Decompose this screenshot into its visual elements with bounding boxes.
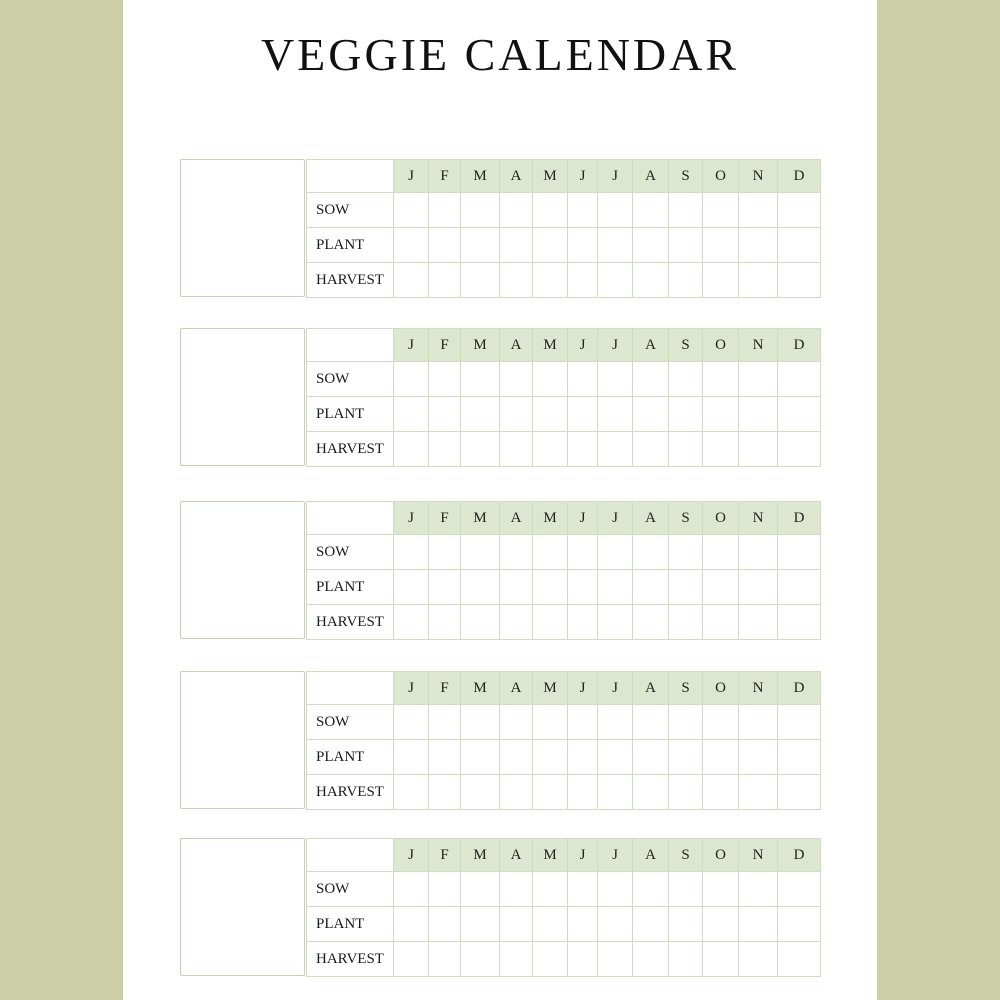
month-header: O xyxy=(703,672,739,705)
month-header: J xyxy=(598,502,633,535)
month-cell[interactable] xyxy=(568,872,598,907)
month-cell[interactable] xyxy=(500,907,533,942)
month-cell[interactable] xyxy=(533,228,568,263)
veggie-name-box[interactable] xyxy=(180,671,305,809)
activity-label: HARVEST xyxy=(307,263,394,298)
month-cell[interactable] xyxy=(500,193,533,228)
month-cell[interactable] xyxy=(703,263,739,298)
month-cell[interactable] xyxy=(739,228,778,263)
month-cell[interactable] xyxy=(739,362,778,397)
month-cell[interactable] xyxy=(598,432,633,467)
month-header: J xyxy=(568,672,598,705)
month-cell[interactable] xyxy=(500,228,533,263)
month-header: M xyxy=(461,329,500,362)
month-cell[interactable] xyxy=(633,397,669,432)
month-header: J xyxy=(394,160,429,193)
month-cell[interactable] xyxy=(568,228,598,263)
month-cell[interactable] xyxy=(500,432,533,467)
activity-label: SOW xyxy=(307,872,394,907)
month-header: O xyxy=(703,160,739,193)
month-cell[interactable] xyxy=(633,432,669,467)
activity-label: SOW xyxy=(307,535,394,570)
month-header: J xyxy=(394,329,429,362)
month-cell[interactable] xyxy=(568,193,598,228)
month-header: A xyxy=(500,672,533,705)
month-cell[interactable] xyxy=(739,942,778,977)
month-cell[interactable] xyxy=(568,705,598,740)
month-cell[interactable] xyxy=(598,228,633,263)
activity-row xyxy=(307,740,821,775)
month-cell[interactable] xyxy=(429,775,461,810)
month-header: F xyxy=(429,329,461,362)
month-cell[interactable] xyxy=(429,705,461,740)
month-cell[interactable] xyxy=(703,740,739,775)
month-cell[interactable] xyxy=(461,193,500,228)
month-header: F xyxy=(429,839,461,872)
month-header: O xyxy=(703,502,739,535)
month-header: J xyxy=(568,839,598,872)
month-cell[interactable] xyxy=(669,193,703,228)
month-cell[interactable] xyxy=(394,872,429,907)
month-cell[interactable] xyxy=(633,740,669,775)
month-cell[interactable] xyxy=(500,535,533,570)
veggie-block xyxy=(180,671,820,811)
activity-row xyxy=(307,570,821,605)
month-cell[interactable] xyxy=(669,228,703,263)
month-header: S xyxy=(669,329,703,362)
month-cell[interactable] xyxy=(598,193,633,228)
month-cell[interactable] xyxy=(739,705,778,740)
month-cell[interactable] xyxy=(739,872,778,907)
month-cell[interactable] xyxy=(461,872,500,907)
month-cell[interactable] xyxy=(633,228,669,263)
month-cell[interactable] xyxy=(778,705,821,740)
month-cell[interactable] xyxy=(568,263,598,298)
month-header: J xyxy=(568,502,598,535)
month-cell[interactable] xyxy=(461,907,500,942)
month-header: A xyxy=(500,502,533,535)
month-cell[interactable] xyxy=(533,605,568,640)
month-cell[interactable] xyxy=(633,942,669,977)
month-cell[interactable] xyxy=(394,193,429,228)
month-cell[interactable] xyxy=(394,570,429,605)
activity-label: HARVEST xyxy=(307,942,394,977)
month-cell[interactable] xyxy=(778,775,821,810)
month-cell[interactable] xyxy=(394,942,429,977)
month-cell[interactable] xyxy=(598,872,633,907)
month-cell[interactable] xyxy=(533,535,568,570)
month-cell[interactable] xyxy=(533,570,568,605)
month-cell[interactable] xyxy=(633,193,669,228)
month-cell[interactable] xyxy=(394,775,429,810)
month-header: J xyxy=(568,160,598,193)
month-cell[interactable] xyxy=(778,397,821,432)
month-header: S xyxy=(669,160,703,193)
month-cell[interactable] xyxy=(669,263,703,298)
month-header: M xyxy=(533,160,568,193)
month-grid xyxy=(306,501,821,640)
month-cell[interactable] xyxy=(394,907,429,942)
month-cell[interactable] xyxy=(739,775,778,810)
activity-label: HARVEST xyxy=(307,605,394,640)
month-cell[interactable] xyxy=(394,705,429,740)
month-cell[interactable] xyxy=(429,432,461,467)
month-cell[interactable] xyxy=(429,228,461,263)
month-header: D xyxy=(778,502,821,535)
month-cell[interactable] xyxy=(429,942,461,977)
month-cell[interactable] xyxy=(461,228,500,263)
month-cell[interactable] xyxy=(568,907,598,942)
month-cell[interactable] xyxy=(500,705,533,740)
activity-row xyxy=(307,775,821,810)
month-cell[interactable] xyxy=(500,605,533,640)
month-cell[interactable] xyxy=(429,397,461,432)
month-header: S xyxy=(669,502,703,535)
month-cell[interactable] xyxy=(633,907,669,942)
month-header: J xyxy=(598,672,633,705)
activity-label: PLANT xyxy=(307,907,394,942)
activity-label: PLANT xyxy=(307,740,394,775)
activity-label: SOW xyxy=(307,705,394,740)
month-cell[interactable] xyxy=(429,907,461,942)
month-cell[interactable] xyxy=(739,397,778,432)
month-cell[interactable] xyxy=(633,535,669,570)
month-cell[interactable] xyxy=(669,872,703,907)
month-cell[interactable] xyxy=(568,397,598,432)
activity-label: PLANT xyxy=(307,228,394,263)
grid-corner xyxy=(307,160,394,193)
month-cell[interactable] xyxy=(703,872,739,907)
month-header: J xyxy=(598,329,633,362)
month-cell[interactable] xyxy=(533,942,568,977)
month-header: D xyxy=(778,839,821,872)
month-header: S xyxy=(669,839,703,872)
month-cell[interactable] xyxy=(394,263,429,298)
month-cell[interactable] xyxy=(669,775,703,810)
veggie-name-box[interactable] xyxy=(180,328,305,466)
month-header: J xyxy=(394,502,429,535)
month-header: A xyxy=(633,502,669,535)
month-cell[interactable] xyxy=(568,432,598,467)
month-header: A xyxy=(500,160,533,193)
activity-row xyxy=(307,705,821,740)
month-cell[interactable] xyxy=(739,740,778,775)
month-cell[interactable] xyxy=(703,362,739,397)
month-header: A xyxy=(633,839,669,872)
activity-row xyxy=(307,263,821,298)
veggie-block xyxy=(180,159,820,299)
month-cell[interactable] xyxy=(533,362,568,397)
month-cell[interactable] xyxy=(461,775,500,810)
month-cell[interactable] xyxy=(703,228,739,263)
month-header: D xyxy=(778,672,821,705)
month-header: A xyxy=(633,329,669,362)
month-cell[interactable] xyxy=(461,605,500,640)
month-cell[interactable] xyxy=(461,397,500,432)
month-cell[interactable] xyxy=(778,535,821,570)
month-cell[interactable] xyxy=(739,263,778,298)
month-cell[interactable] xyxy=(461,705,500,740)
month-cell[interactable] xyxy=(533,432,568,467)
month-cell[interactable] xyxy=(633,705,669,740)
month-cell[interactable] xyxy=(598,942,633,977)
month-cell[interactable] xyxy=(568,942,598,977)
month-cell[interactable] xyxy=(394,362,429,397)
month-cell[interactable] xyxy=(598,705,633,740)
month-cell[interactable] xyxy=(533,740,568,775)
veggie-block xyxy=(180,838,820,978)
month-cell[interactable] xyxy=(500,570,533,605)
activity-row xyxy=(307,872,821,907)
month-cell[interactable] xyxy=(598,907,633,942)
activity-label: PLANT xyxy=(307,570,394,605)
month-cell[interactable] xyxy=(778,907,821,942)
month-cell[interactable] xyxy=(669,535,703,570)
month-cell[interactable] xyxy=(703,193,739,228)
month-cell[interactable] xyxy=(500,263,533,298)
month-cell[interactable] xyxy=(778,570,821,605)
month-cell[interactable] xyxy=(461,740,500,775)
month-cell[interactable] xyxy=(739,193,778,228)
month-header: A xyxy=(633,672,669,705)
month-cell[interactable] xyxy=(394,605,429,640)
month-header: M xyxy=(533,672,568,705)
grid-corner xyxy=(307,329,394,362)
month-cell[interactable] xyxy=(394,740,429,775)
month-cell[interactable] xyxy=(778,193,821,228)
month-header: F xyxy=(429,672,461,705)
month-cell[interactable] xyxy=(703,942,739,977)
month-cell[interactable] xyxy=(429,740,461,775)
month-cell[interactable] xyxy=(461,263,500,298)
month-grid xyxy=(306,159,821,298)
month-header: J xyxy=(598,160,633,193)
month-cell[interactable] xyxy=(500,397,533,432)
activity-label: HARVEST xyxy=(307,432,394,467)
month-cell[interactable] xyxy=(703,775,739,810)
month-cell[interactable] xyxy=(739,570,778,605)
month-cell[interactable] xyxy=(703,705,739,740)
month-cell[interactable] xyxy=(598,263,633,298)
month-header: M xyxy=(461,672,500,705)
month-cell[interactable] xyxy=(394,397,429,432)
activity-row xyxy=(307,942,821,977)
month-header: A xyxy=(500,839,533,872)
month-cell[interactable] xyxy=(461,570,500,605)
month-cell[interactable] xyxy=(778,872,821,907)
month-cell[interactable] xyxy=(669,907,703,942)
month-header: J xyxy=(568,329,598,362)
month-cell[interactable] xyxy=(461,432,500,467)
month-header: A xyxy=(500,329,533,362)
month-cell[interactable] xyxy=(669,570,703,605)
month-cell[interactable] xyxy=(461,362,500,397)
activity-row xyxy=(307,193,821,228)
month-grid xyxy=(306,838,821,977)
month-cell[interactable] xyxy=(739,605,778,640)
month-cell[interactable] xyxy=(703,432,739,467)
veggie-name-box[interactable] xyxy=(180,501,305,639)
grid-corner xyxy=(307,672,394,705)
month-cell[interactable] xyxy=(533,193,568,228)
month-cell[interactable] xyxy=(533,263,568,298)
month-cell[interactable] xyxy=(703,397,739,432)
month-cell[interactable] xyxy=(669,740,703,775)
activity-row xyxy=(307,228,821,263)
month-header: N xyxy=(739,839,778,872)
activity-row xyxy=(307,432,821,467)
month-cell[interactable] xyxy=(500,740,533,775)
grid-corner xyxy=(307,502,394,535)
month-cell[interactable] xyxy=(394,535,429,570)
month-cell[interactable] xyxy=(429,362,461,397)
activity-label: HARVEST xyxy=(307,775,394,810)
activity-label: PLANT xyxy=(307,397,394,432)
month-cell[interactable] xyxy=(533,397,568,432)
veggie-block xyxy=(180,328,820,468)
page-title: VEGGIE CALENDAR xyxy=(260,29,740,80)
month-cell[interactable] xyxy=(533,907,568,942)
month-header: M xyxy=(533,329,568,362)
month-header: S xyxy=(669,672,703,705)
month-header: A xyxy=(633,160,669,193)
activity-label: SOW xyxy=(307,193,394,228)
month-cell[interactable] xyxy=(394,228,429,263)
month-cell[interactable] xyxy=(568,570,598,605)
month-cell[interactable] xyxy=(568,362,598,397)
activity-row xyxy=(307,535,821,570)
month-cell[interactable] xyxy=(598,605,633,640)
month-cell[interactable] xyxy=(598,570,633,605)
month-cell[interactable] xyxy=(500,775,533,810)
month-cell[interactable] xyxy=(429,263,461,298)
month-header: N xyxy=(739,160,778,193)
month-header: O xyxy=(703,839,739,872)
month-cell[interactable] xyxy=(568,740,598,775)
month-cell[interactable] xyxy=(739,432,778,467)
month-cell[interactable] xyxy=(669,605,703,640)
month-cell[interactable] xyxy=(778,263,821,298)
activity-row xyxy=(307,605,821,640)
month-cell[interactable] xyxy=(598,535,633,570)
month-cell[interactable] xyxy=(703,907,739,942)
month-cell[interactable] xyxy=(533,705,568,740)
month-cell[interactable] xyxy=(669,942,703,977)
month-header: J xyxy=(394,839,429,872)
veggie-name-box[interactable] xyxy=(180,838,305,976)
month-cell[interactable] xyxy=(394,432,429,467)
month-cell[interactable] xyxy=(461,535,500,570)
month-grid xyxy=(306,671,821,810)
month-cell[interactable] xyxy=(598,740,633,775)
month-cell[interactable] xyxy=(633,570,669,605)
activity-label: SOW xyxy=(307,362,394,397)
month-cell[interactable] xyxy=(739,907,778,942)
month-cell[interactable] xyxy=(429,605,461,640)
month-cell[interactable] xyxy=(778,362,821,397)
month-cell[interactable] xyxy=(429,570,461,605)
grid-corner xyxy=(307,839,394,872)
month-cell[interactable] xyxy=(633,362,669,397)
month-header: N xyxy=(739,672,778,705)
month-grid xyxy=(306,328,821,467)
month-cell[interactable] xyxy=(778,605,821,640)
month-header: N xyxy=(739,329,778,362)
month-cell[interactable] xyxy=(633,263,669,298)
veggie-name-box[interactable] xyxy=(180,159,305,297)
month-header: J xyxy=(394,672,429,705)
month-cell[interactable] xyxy=(703,605,739,640)
month-cell[interactable] xyxy=(778,942,821,977)
month-cell[interactable] xyxy=(669,432,703,467)
month-cell[interactable] xyxy=(533,872,568,907)
month-header: F xyxy=(429,502,461,535)
month-cell[interactable] xyxy=(461,942,500,977)
month-cell[interactable] xyxy=(633,872,669,907)
month-cell[interactable] xyxy=(568,535,598,570)
activity-row xyxy=(307,907,821,942)
month-header: D xyxy=(778,329,821,362)
month-cell[interactable] xyxy=(633,605,669,640)
month-header: M xyxy=(533,502,568,535)
month-cell[interactable] xyxy=(598,397,633,432)
month-cell[interactable] xyxy=(429,193,461,228)
month-cell[interactable] xyxy=(669,705,703,740)
month-cell[interactable] xyxy=(429,535,461,570)
month-cell[interactable] xyxy=(778,432,821,467)
month-cell[interactable] xyxy=(500,942,533,977)
month-header: M xyxy=(461,160,500,193)
month-cell[interactable] xyxy=(568,775,598,810)
month-cell[interactable] xyxy=(598,775,633,810)
month-cell[interactable] xyxy=(500,872,533,907)
veggie-block xyxy=(180,501,820,641)
activity-row xyxy=(307,397,821,432)
month-cell[interactable] xyxy=(500,362,533,397)
month-header: M xyxy=(461,502,500,535)
month-cell[interactable] xyxy=(778,740,821,775)
month-cell[interactable] xyxy=(739,535,778,570)
month-cell[interactable] xyxy=(778,228,821,263)
month-header: F xyxy=(429,160,461,193)
month-cell[interactable] xyxy=(598,362,633,397)
activity-row xyxy=(307,362,821,397)
month-header: M xyxy=(461,839,500,872)
month-header: D xyxy=(778,160,821,193)
month-cell[interactable] xyxy=(669,397,703,432)
month-cell[interactable] xyxy=(669,362,703,397)
month-header: J xyxy=(598,839,633,872)
month-header: M xyxy=(533,839,568,872)
month-header: O xyxy=(703,329,739,362)
month-cell[interactable] xyxy=(703,570,739,605)
month-cell[interactable] xyxy=(533,775,568,810)
month-header: N xyxy=(739,502,778,535)
month-cell[interactable] xyxy=(429,872,461,907)
month-cell[interactable] xyxy=(568,605,598,640)
month-cell[interactable] xyxy=(703,535,739,570)
month-cell[interactable] xyxy=(633,775,669,810)
